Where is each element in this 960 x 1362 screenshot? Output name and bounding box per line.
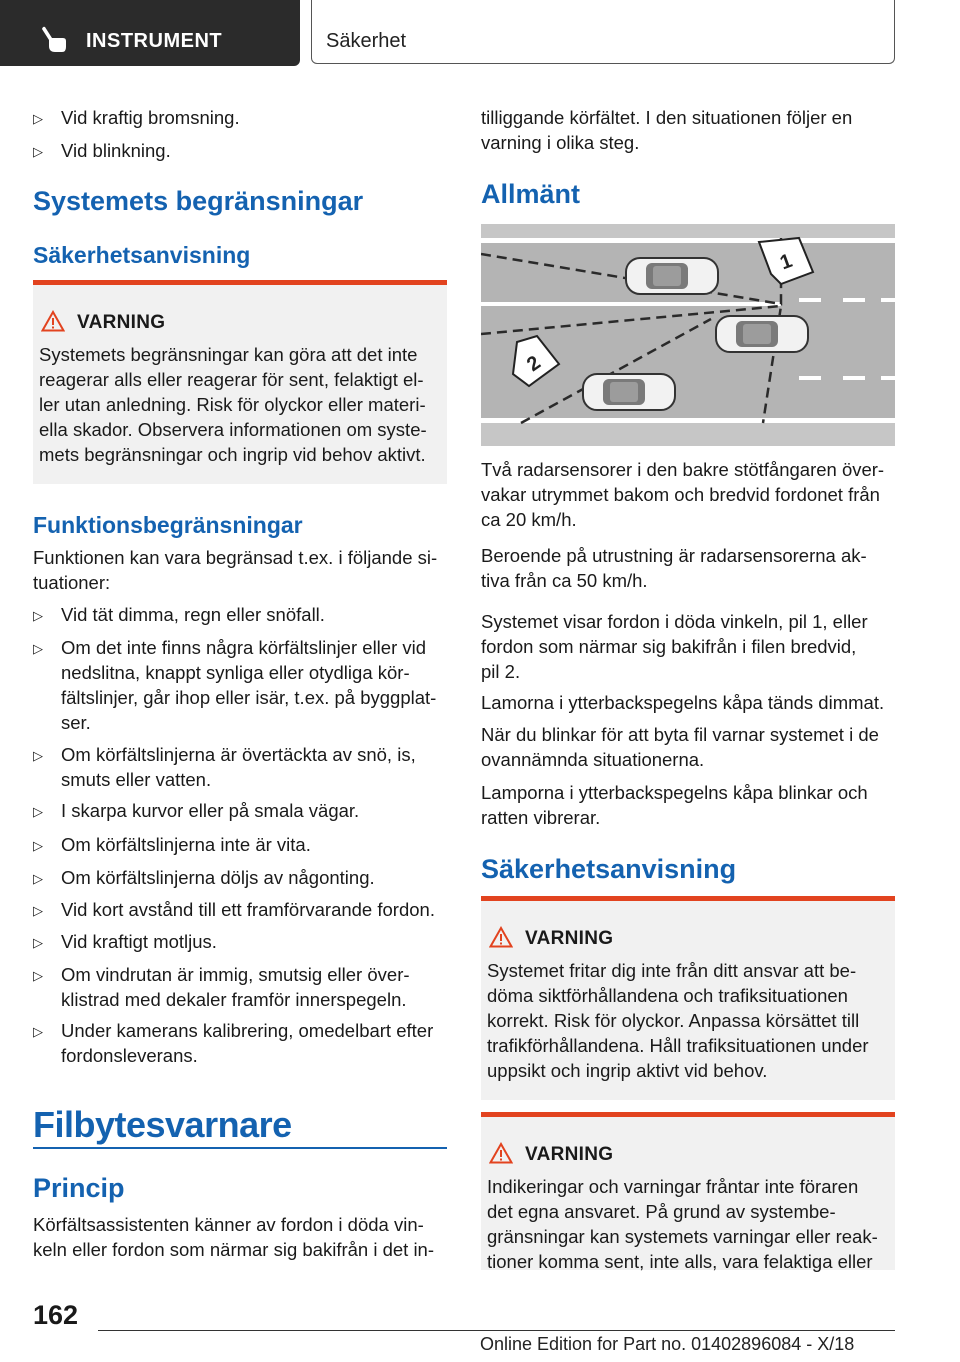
warning-title: VARNING (525, 1144, 614, 1165)
list-item: ▷ Vid kraftig bromsning. (33, 105, 240, 131)
list-item: ▷ I skarpa kurvor eller på smala vägar. (33, 798, 359, 824)
list-item: ▷ Vid kort avstånd till ett framförvarande fordon. (33, 897, 435, 923)
bullet-triangle-icon: ▷ (33, 838, 43, 853)
car-icon (716, 316, 808, 352)
road-diagram (481, 224, 895, 446)
paragraph: När du blinkar för att byta fil varnar systemet i de ovannämnda situationerna. (481, 724, 879, 770)
heading-safety: Säkerhetsanvisning (33, 242, 251, 268)
page-header (0, 0, 960, 66)
lane-change-illustration (481, 224, 895, 446)
heading-underline (33, 1147, 447, 1149)
page-number: 162 (33, 1300, 79, 1330)
principle-text: Körfältsassistenten känner av fordon i döda vin- keln eller fordon som närmar sig bakifrån i det in- (33, 1214, 435, 1260)
list-item: ▷ Om vindrutan är immig, smutsig eller över- klistrad med dekaler framför innerspegeln. (33, 964, 410, 1010)
list-item: ▷ Om körfältslinjerna döljs av någonting. (33, 865, 375, 891)
warning-text: Systemet fritar dig inte från ditt ansvar att be- döma siktförhållandena och trafiksituationen korrekt. Risk för olyckor. Anpassa körsättet till trafikförhållandena. Håll trafiksituationen under uppsikt och ingrip aktivt vid behov. (487, 960, 869, 1081)
heading-principle: Princip (33, 1173, 125, 1203)
bullet-triangle-icon: ▷ (33, 871, 43, 886)
warning-triangle-icon (489, 926, 513, 948)
paragraph: Systemet visar fordon i döda vinkeln, pil 1, eller fordon som närmar sig bakifrån i filen bredvid, pil 2. (481, 611, 868, 682)
warning-title: VARNING (525, 928, 614, 949)
heading-function-limits: Funktionsbegränsningar (33, 512, 303, 538)
bullet-triangle-icon: ▷ (33, 608, 43, 623)
heading-lane-change-warning: Filbytesvarnare (33, 1104, 292, 1145)
list-item: ▷ Under kamerans kalibrering, omedelbart efter fordonsleverans. (33, 1020, 434, 1066)
bullet-triangle-icon: ▷ (33, 641, 43, 656)
section-title: Säkerhet (326, 30, 407, 52)
list-item: ▷ Om körfältslinjerna är övertäckta av snö, is, smuts eller vatten. (33, 744, 416, 790)
bullet-triangle-icon: ▷ (33, 903, 43, 918)
warning-triangle-icon (489, 1142, 513, 1164)
continued-text: tilliggande körfältet. I den situationen följer en varning i olika steg. (481, 107, 853, 153)
paragraph: Två radarsensorer i den bakre stötfångaren över- vakar utrymmet bakom och bredvid fordonet från ca 20 km/h. (481, 459, 885, 530)
bullet-triangle-icon: ▷ (33, 935, 43, 950)
warning-title: VARNING (77, 312, 166, 333)
section-tab (311, 0, 895, 64)
paragraph: Beroende på utrustning är radarsensorerna ak- tiva från ca 50 km/h. (481, 545, 867, 591)
pointing-hand-icon (38, 26, 68, 54)
car-icon (583, 374, 675, 410)
function-intro: Funktionen kan vara begränsad t.ex. i följande si- tuationer: (33, 547, 438, 593)
warning-box (481, 896, 895, 1100)
list-item: ▷ Om det inte finns några körfältslinjer eller vid nedslitna, knappt synliga eller otydliga kör- fältslinjer, går ihop eller isär, t.ex. på byggplat- ser. (33, 637, 437, 733)
bullet-triangle-icon: ▷ (33, 144, 43, 159)
footer-edition: Online Edition for Part no. 01402896084 - X/18 (480, 1334, 855, 1354)
chapter-tab (0, 0, 300, 66)
svg-text:2: 2 (523, 351, 545, 377)
warning-text: Systemets begränsningar kan göra att det inte reagerar alls eller reagerar för sent, felaktigt el- ler utan anledning. Risk för olyckor eller materi- ella skador. Observera informationen om syste- mets begränsningar och ingrip vid behov aktivt. (39, 344, 427, 465)
bullet-triangle-icon: ▷ (33, 968, 43, 983)
warning-text: Indikeringar och varningar fråntar inte föraren det egna ansvaret. På grund av systembe- gränsningar kan systemets varningar eller reak- tioner komma sent, inte alls, vara felaktiga eller (487, 1176, 878, 1272)
heading-limits: Systemets begränsningar (33, 186, 364, 216)
list-item: ▷ Vid tät dimma, regn eller snöfall. (33, 602, 325, 628)
bullet-triangle-icon: ▷ (33, 748, 43, 763)
paragraph: Lamorna i ytterbackspegelns kåpa tänds dimmat. (481, 692, 885, 713)
paragraph: Lamporna i ytterbackspegelns kåpa blinkar och ratten vibrerar. (481, 782, 868, 828)
list-item: ▷ Vid kraftigt motljus. (33, 929, 217, 955)
heading-safety-right: Säkerhetsanvisning (481, 854, 737, 884)
footer-divider (98, 1330, 895, 1331)
list-item: ▷ Vid blinkning. (33, 138, 171, 164)
bullet-triangle-icon: ▷ (33, 1024, 43, 1039)
bullet-triangle-icon: ▷ (33, 804, 43, 819)
chapter-title: INSTRUMENT (86, 30, 223, 52)
bullet-triangle-icon: ▷ (33, 111, 43, 126)
list-item: ▷ Om körfältslinjerna inte är vita. (33, 832, 311, 858)
warning-box (33, 280, 447, 484)
warning-box (481, 1112, 895, 1270)
warning-triangle-icon (41, 310, 65, 332)
heading-general: Allmänt (481, 179, 581, 209)
car-icon (626, 258, 718, 294)
svg-text:1: 1 (777, 249, 796, 275)
